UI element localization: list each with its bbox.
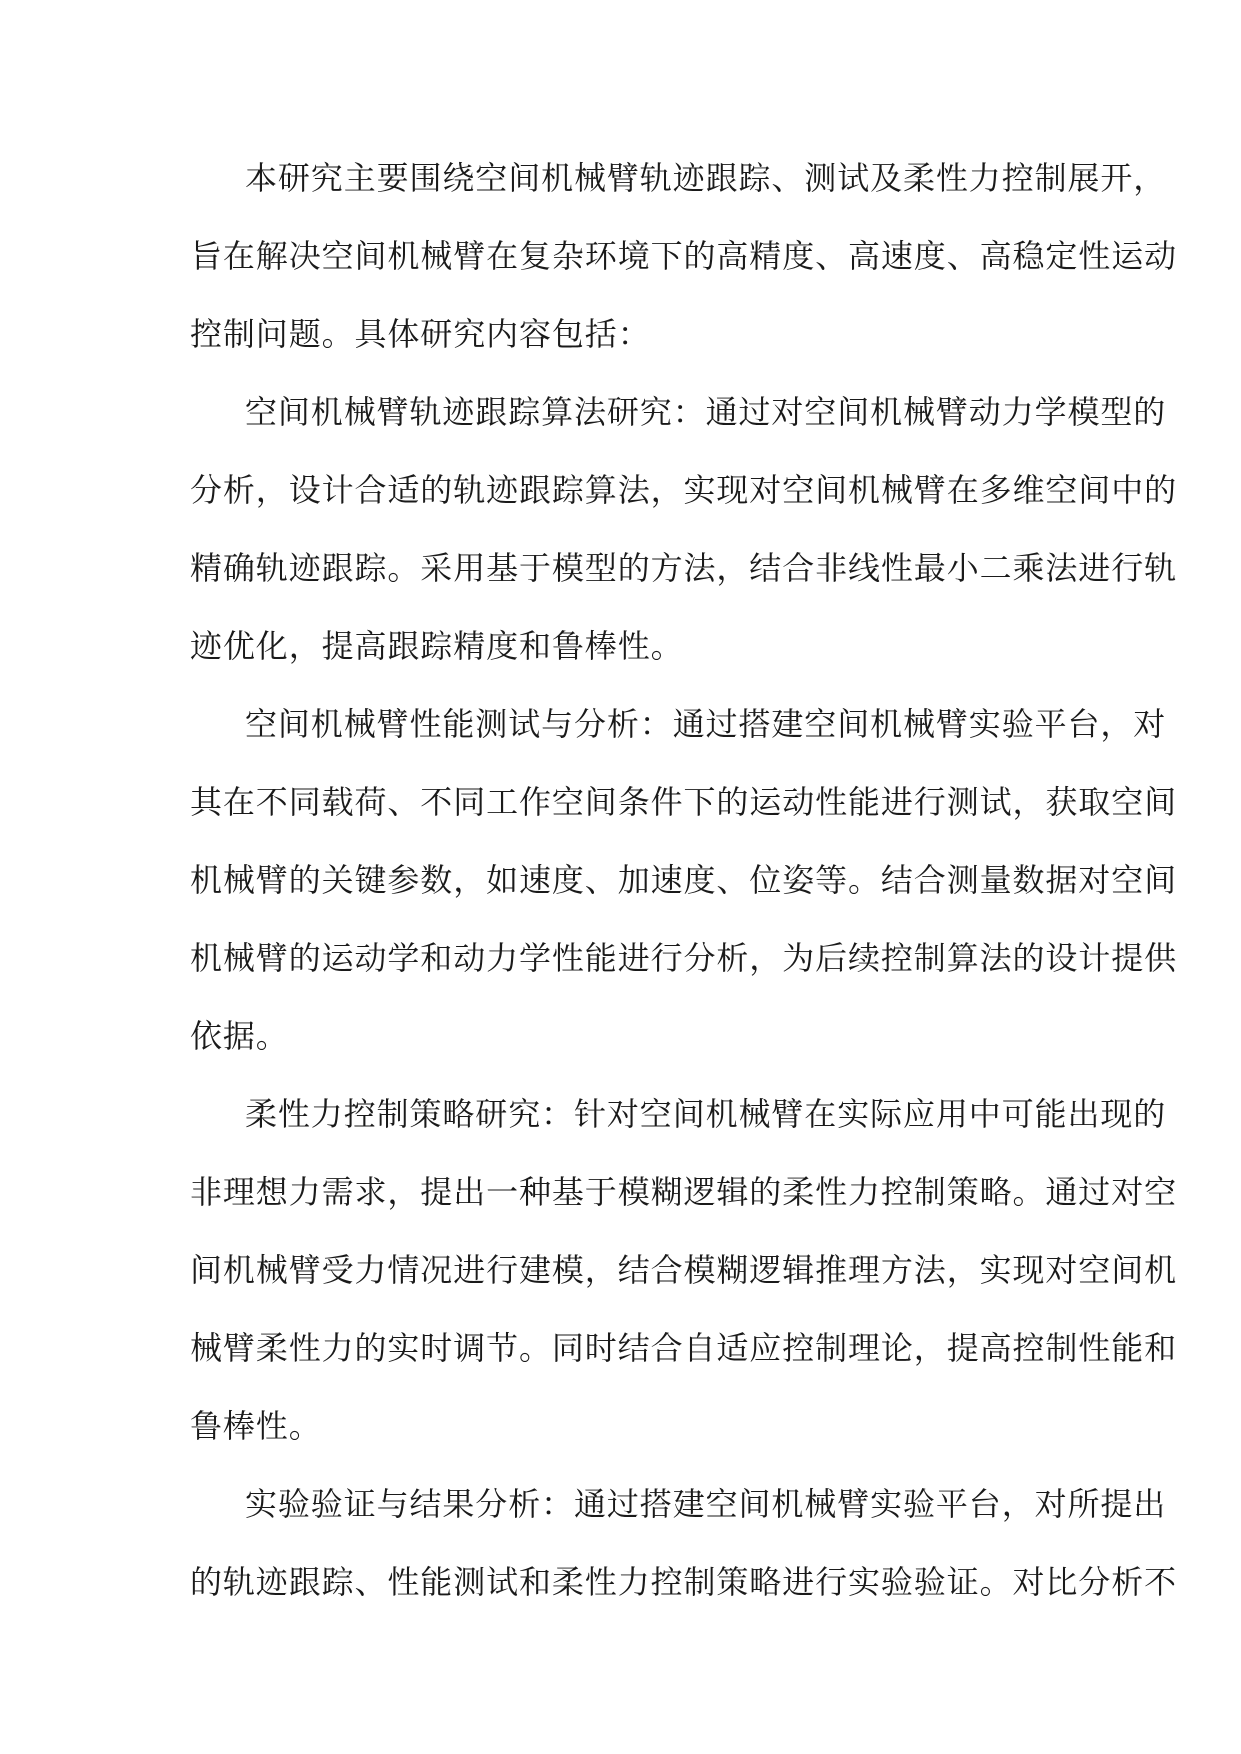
paragraph-3-line-3: 机械臂的关键参数，如速度、加速度、位姿等。结合测量数据对空间 [190, 861, 1178, 899]
paragraph-4-line-2: 非理想力需求，提出一种基于模糊逻辑的柔性力控制策略。通过对空 [190, 1173, 1178, 1211]
document-body [190, 139, 1178, 1621]
paragraph-1-line-3: 控制问题。具体研究内容包括： [190, 315, 651, 353]
paragraph-3-line-5: 依据。 [190, 1017, 289, 1055]
paragraph-4-line-4: 械臂柔性力的实时调节。同时结合自适应控制理论，提高控制性能和 [190, 1329, 1178, 1367]
paragraph-2-line-4: 迹优化，提高跟踪精度和鲁棒性。 [190, 627, 684, 665]
paragraph-4-line-5: 鲁棒性。 [190, 1407, 322, 1445]
paragraph-1-line-2: 旨在解决空间机械臂在复杂环境下的高精度、高速度、高稳定性运动 [190, 237, 1178, 275]
paragraph-1-line-1: 本研究主要围绕空间机械臂轨迹跟踪、测试及柔性力控制展开， [245, 159, 1167, 197]
paragraph-4-line-3: 间机械臂受力情况进行建模，结合模糊逻辑推理方法，实现对空间机 [190, 1251, 1178, 1289]
paragraph-4-line-1: 柔性力控制策略研究：针对空间机械臂在实际应用中可能出现的 [245, 1095, 1167, 1133]
paragraph-5-line-2: 的轨迹跟踪、性能测试和柔性力控制策略进行实验验证。对比分析不 [190, 1563, 1178, 1601]
paragraph-2-line-1: 空间机械臂轨迹跟踪算法研究：通过对空间机械臂动力学模型的 [245, 393, 1167, 431]
paragraph-2-line-2: 分析，设计合适的轨迹跟踪算法，实现对空间机械臂在多维空间中的 [190, 471, 1178, 509]
paragraph-5-line-1: 实验验证与结果分析：通过搭建空间机械臂实验平台，对所提出 [245, 1485, 1167, 1523]
paragraph-3-line-2: 其在不同载荷、不同工作空间条件下的运动性能进行测试，获取空间 [190, 783, 1178, 821]
paragraph-3-line-1: 空间机械臂性能测试与分析：通过搭建空间机械臂实验平台，对 [245, 705, 1167, 743]
paragraph-2-line-3: 精确轨迹跟踪。采用基于模型的方法，结合非线性最小二乘法进行轨 [190, 549, 1178, 587]
paragraph-3-line-4: 机械臂的运动学和动力学性能进行分析，为后续控制算法的设计提供 [190, 939, 1178, 977]
